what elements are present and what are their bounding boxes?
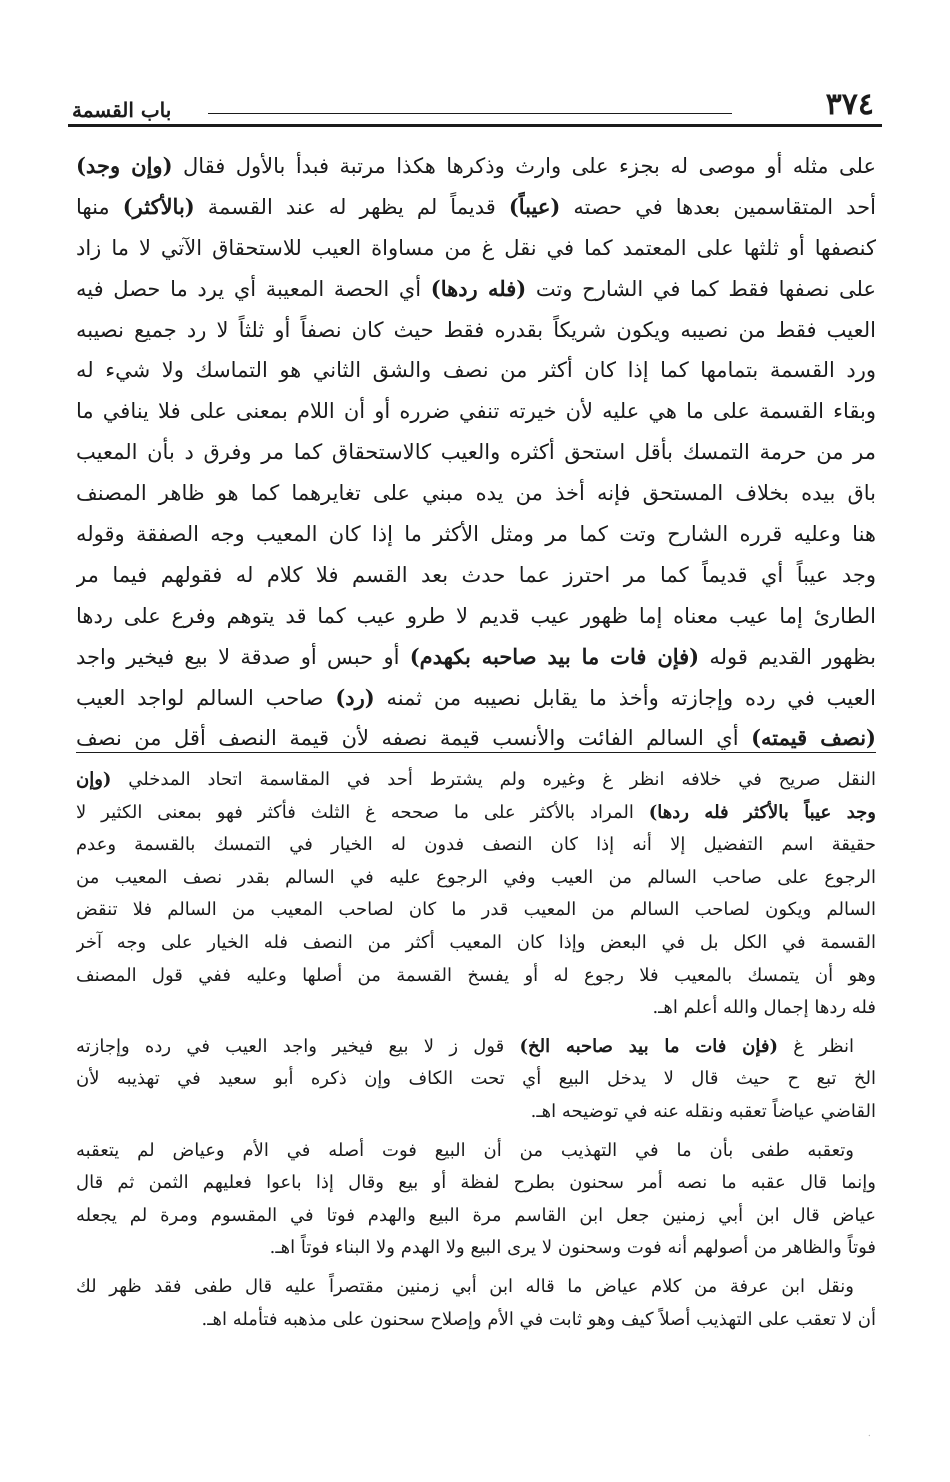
text-line <box>76 1232 876 1265</box>
text-run: حقيقة اسم التفضيل إلا أنه إذا كان النصف فدون له الخيار في التمسك بالقسمة وعدم <box>76 834 876 856</box>
text-line <box>76 1063 876 1096</box>
bold-quote: (فإن فات ما بيد صاحبه بكهدم) <box>409 643 700 669</box>
running-header <box>68 84 882 127</box>
text-run: أي الحصة المعيبة أي يرد ما حصل فيه <box>76 276 431 301</box>
text-run: باق بيده بخلاف المستحق فإنه أخذ من يده مبني على تغايرهما كما هو ظاهر المصنف <box>76 481 876 506</box>
text-run: العيب فقط من نصيبه ويكون شريكاً بقدره فقط حيث كان نصفاً أو ثلثاً لا رد جميع نصيبه <box>76 317 876 342</box>
text-run: الخ تبع ح حيث قال لا يدخل البيع أي تحت الكاف وإن ذكره أبو سعيد في تهذيبه لأن <box>76 1068 876 1090</box>
text-run: قول ز لا بيع فيخير واجد العيب في رده وإجازته <box>76 1035 520 1057</box>
page-number: ٣٧٤ <box>825 87 874 122</box>
text-line <box>76 862 876 895</box>
bold-quote: وجد عيباً بالأكثر فله ردها) <box>648 801 876 823</box>
text-run: ونقل ابن عرفة من كلام عياض ما قاله ابن أبي زمنين مقتصراً عليه قال طفى فقد ظهر لك <box>76 1275 854 1297</box>
text-line <box>76 1167 876 1200</box>
text-line <box>76 596 876 637</box>
text-line <box>76 1096 876 1129</box>
text-run: وجد عيباً أي قديماً كما مر احترز عما حدث بعد القسم فلا كلام له فقولهم فيما مر <box>76 562 876 587</box>
text-line <box>76 637 876 678</box>
text-run: قديماً لم يظهر له عند القسمة <box>194 194 509 219</box>
text-run: عياض قال ابن أبي زمنين جعل ابن القاسم مرة البيع والهدم فوتا في المقسوم ومرة لم يجعله <box>76 1204 876 1226</box>
text-run: أحد المتقاسمين بعدها في حصته <box>560 194 876 219</box>
text-run: القاضي عياضاً تعقبه ونقله عنه في توضيحه اهـ. <box>530 1100 876 1122</box>
text-run: صاحب السالم لواجد العيب <box>76 685 336 710</box>
bold-quote: (رد) <box>335 684 375 710</box>
text-line <box>76 678 876 719</box>
footnote-paragraph <box>76 1135 876 1265</box>
text-run: أن لا تعقب على التهذيب أصلاً كيف وهو ثابت في الأم وإصلاح سحنون على مذهبه فتأمله اهـ. <box>201 1308 876 1330</box>
text-run: النقل صريح في خلافه انظر غ وغيره ولم يشترط أحد في المقاسمة اتحاد المدخلي <box>111 769 876 790</box>
bold-quote: (وإن وجد) <box>76 153 173 178</box>
text-line <box>76 718 876 759</box>
text-line <box>76 797 876 830</box>
text-run: المراد بالأكثر على ما صححه غ الثلث فأكثر فهو بمعنى الكثير لا <box>76 801 649 823</box>
text-run: وهو أن يتمسك بالمعيب فلا رجوع له أو يفسخ القسمة من أصلها وعليه ففي قول المصنف <box>76 964 876 986</box>
text-line <box>76 391 876 432</box>
text-run: وتعقبه طفى بأن ما في التهذيب من أن البيع فوت أصله في الأم وعياض لم يتعقبه <box>76 1139 854 1161</box>
text-line <box>76 960 876 993</box>
text-run: مر من حرمة التمسك بأقل استحق أكثره والعيب كالاستحقاق كما مر وفرق د بأن المعيب <box>76 440 876 465</box>
text-line <box>76 829 876 862</box>
text-run: أي السالم الفائت والأنسب قيمة نصفه لأن قيمة النصف أقل من نصف <box>76 726 752 751</box>
bold-quote: (عيباً) <box>508 193 561 219</box>
text-line <box>76 1200 876 1233</box>
footnote-paragraph <box>76 1271 876 1336</box>
text-run: هنا وعليه قرره الشارح وتت كما مر ومثل الأكثر ما إذا كان المعيب وجه الصفقة وقوله <box>76 522 876 547</box>
text-line <box>76 555 876 596</box>
text-line <box>76 310 876 351</box>
bold-quote: (فله ردها) <box>430 275 527 301</box>
text-run: العيب في رده وإجازته وأخذ ما يقابل نصيبه من ثمنه <box>374 685 876 710</box>
text-line <box>76 992 876 1025</box>
main-text <box>76 146 876 759</box>
footnote-paragraph <box>76 1031 876 1129</box>
footnote-paragraph <box>76 764 876 1025</box>
text-run: السالم ويكون لصاحب السالم من المعيب قدر ما كان لصاحب المعيب من السالم فلا تنقض <box>76 899 876 921</box>
footnote-divider <box>76 752 876 753</box>
header-rule <box>208 113 732 114</box>
text-run: الطارئ إما عيب معناه إما ظهور عيب قديم لا طرو عيب كما قد يتوهم وفرع على ردها <box>76 603 876 628</box>
text-run: بظهور القديم قوله <box>699 644 876 669</box>
text-line <box>76 473 876 514</box>
text-run: فله ردها إجمال والله أعلم اهـ. <box>652 997 876 1019</box>
text-run: ورد القسمة بتمامها كما إذا كان أكثر من نصف والشق الثاني هو التماسك ولا شيء له <box>76 358 876 383</box>
text-line <box>76 432 876 473</box>
text-run: فوتاً والظاهر من أصولهم أنه فوت وسحنون لا يرى البيع ولا الهدم ولا البناء فوتاً اهـ. <box>269 1237 876 1259</box>
text-run: كنصفها أو ثلثها على المعتمد كما في نقل غ من مساواة العيب للاستحقاق الآتي لا ما زاد <box>76 235 876 260</box>
text-line <box>76 350 876 391</box>
text-line <box>76 1304 876 1337</box>
scan-mark: ⸱ <box>868 1431 871 1442</box>
text-run: على مثله أو موصى له بجزء على وارث وذكرها هكذا مرتبة فبدأ بالأول فقال <box>172 154 876 178</box>
footnotes <box>76 764 876 1342</box>
text-run: الرجوع على صاحب السالم من العيب وفي الرجوع عليه في السالم بقدر نصف المعيب من <box>76 866 876 888</box>
text-run: منها <box>76 194 123 219</box>
text-line <box>76 1135 876 1168</box>
text-line <box>76 146 876 187</box>
text-line <box>76 228 876 269</box>
text-run: وإنما قال عقبه ما نصه أمر سحنون بطرح لفظة أو بيع وقال إذا باعوا فعليهم الثمن ثم قال <box>76 1172 876 1194</box>
text-line <box>76 187 876 228</box>
text-line <box>76 894 876 927</box>
text-line <box>76 1271 876 1304</box>
text-run: القسمة في الكل بل في البعض وإذا كان المعيب أكثر من النصف فله الخيار على وجه آخر <box>76 931 876 953</box>
text-line <box>76 927 876 960</box>
bold-quote: (وإن <box>76 769 112 790</box>
text-run: أو حبس أو صدقة لا بيع فيخير واجد <box>76 644 410 669</box>
text-line <box>76 1031 876 1064</box>
bold-quote: (نصف قيمته) <box>751 725 876 751</box>
bold-quote: (فإن فات ما بيد صاحبه الخ) <box>519 1035 779 1057</box>
text-run: انظر غ <box>778 1035 854 1057</box>
bold-quote: (بالأكثر) <box>122 193 195 219</box>
text-line <box>76 269 876 310</box>
text-run: على نصفها فقط كما في الشارح وتت <box>526 276 876 301</box>
text-run: وبقاء القسمة على ما هي عليه لأن خيرته تنفي ضرره أو أن اللام بمعنى على فلا ينافي ما <box>76 399 876 424</box>
text-line <box>76 764 876 797</box>
chapter-title: باب القسمة <box>72 98 172 122</box>
text-line <box>76 514 876 555</box>
